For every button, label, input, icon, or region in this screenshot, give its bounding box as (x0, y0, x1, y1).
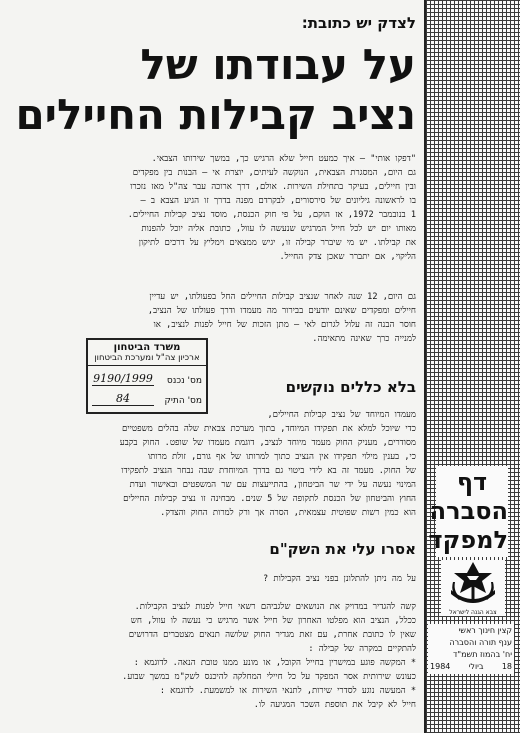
archive-stamp (86, 338, 208, 414)
paragraph-status (24, 408, 416, 520)
text-line: כי, בענין מילוי תפקידו אין הנציב כתוך למרותו של אף גורם, זולת מרותו (147, 452, 416, 462)
sidebar-info-line: ענף תורה והסברה (449, 638, 512, 647)
text-line: הוא כמין רשות שפוטית עצמאית, הסרה אך ורק למרות החוק והצדק. (160, 508, 416, 518)
sidebar-title-line-2: הסברה (429, 497, 508, 525)
paragraph-intro (24, 152, 416, 264)
sidebar-date (430, 661, 512, 673)
paragraph-question (24, 572, 416, 586)
text-line: מסודרים, מעניק החוק מעמד מיוחד לנציב, דוגמת מעמדו של שופט. החוק בקבע (119, 438, 416, 448)
text-line: המינוי נעשה על ידי שר הביטחון, בהתייעצות עם שר המשפטים ובאישור ועדת (129, 480, 416, 490)
stamp-title: משרד הביטחון (113, 342, 181, 353)
stamp-tik-number: 84 (92, 392, 154, 406)
headline-line-2: נציב קבילות החיילים (15, 90, 416, 139)
text-line: מאותו יום יש לכל חייל המרגיש שנעשה לו עוול, כתובת אליה יוכל להפנות (141, 224, 416, 234)
subheading-no-rigid-rules: בלא כללים נוקשים (285, 378, 416, 396)
date-year: 1984 (430, 662, 451, 671)
stamp-tik-row (88, 392, 206, 406)
text-line: * המקשה פוגע במישרין בחייל הקובל, או מונע ממנו טובת הנאה. לדוגמא : (133, 658, 416, 668)
text-line: שאין לו כתובת אחרת, עם זאת מגדיר החוק שלושה תנאים מצטברים הדרושים (128, 630, 416, 640)
idf-emblem-icon (441, 560, 505, 616)
date-month: ביולי (468, 662, 484, 671)
sidebar-info-line: קצין חינוך ראשי (458, 626, 512, 635)
text-line: קשה להגדיר במדויק את הנושאים שלגביהם רשאי חייל לפנות לנציב הקבילות. (134, 602, 416, 612)
sidebar-pattern (424, 0, 520, 733)
sidebar-title (428, 466, 508, 557)
text-line: חיילים ומפקדים שאינם יודעים בבירור מה מעמדו ודרך פעולתו של הנציב, (147, 306, 416, 316)
stamp-file-number: 9190/1999 (93, 372, 153, 385)
text-line: הליקוי, אם יתברר שאכן צדק החייל. (279, 252, 416, 262)
stamp-subtitle: ארכיון צה"ל ומערכת הביטחון (88, 353, 206, 366)
sidebar-title-line-1: דף (456, 468, 488, 496)
text-line: בו לראשונה גיליונים של סירסורים, לבקרדם מפנה בדרך זו הגיע הצבא ב – (140, 196, 416, 206)
text-line: חייל לא קיבל את תוספת השכר המגיעה לו. (253, 700, 416, 710)
sidebar-info (428, 624, 514, 674)
text-line: ככלל, הנציב הוא מפלטו האחרון של חייל אשר מרגיש כי נעשה לו עוול, חש (130, 616, 416, 626)
sidebar-title-line-3: למפקד (428, 526, 508, 554)
stamp-file-row (88, 372, 206, 386)
text-line: * המעשה נוגע לסדרי שירות, לתנאי השירות או למשמעת. לדוגמא : (159, 686, 416, 696)
text-line: כדי שיוכל למלא את תפקידו המיוחד, בתוך מערכת צבאית שלה בהלים משפטיים (122, 424, 416, 434)
text-line: להתקיים במקרה של קבילה : (308, 644, 416, 654)
sidebar-info-line: יח' בהמוז תשמ"ד (453, 650, 512, 659)
text-line: למנייה כרך שאינה מתאימה. (312, 334, 416, 344)
text-line: של החוק. מעמד זה בא לידי ביטוי גם בדרך המיוחדת שבה נבחר הנציב לתפקידו (121, 466, 416, 476)
subheading-canteen: אסרו עלי את השק"ם (269, 540, 416, 558)
text-line: על מה ניתן להתלונן בפני נציב הקבילות ? (263, 574, 416, 584)
paragraph-today (24, 290, 416, 346)
headline (16, 40, 416, 140)
text-line: 1 בנובמבר 1972, אז הוקם, על פי חוק הכנסת, מוסד נציב קבילות החיילים. (127, 210, 416, 220)
text-line: מעמדו המיוחד של נציב קבילות החיילים, (267, 410, 416, 420)
emblem-caption: צבא הגנה לישראל (449, 609, 497, 616)
paragraph-conditions (24, 600, 416, 712)
text-line: החוץ והביטחון של הכנסת לתקופה של 5 שנים. מבחינה זו נציב קבילות החיילים (123, 494, 416, 504)
text-line: את קבילתו. יש מי שיברר קבילה זו, יגיש ממצאים וימליץ על דרכים לתיקון (138, 238, 416, 248)
stamp-tik-label: מס' התיק (164, 396, 202, 406)
text-line: "דפקו אותי" – איך כמעט חייל שלא הרגיש כך, במשך שירותו הצבאי. (151, 154, 416, 164)
kicker: לצדק יש כתובת: (301, 14, 416, 32)
text-line: ובין חיילים, בעיקר בתחילת השירות. אולם, דרך ארוכה עבר צה"ל מאז נזכרו (130, 182, 416, 192)
date-day: 18 (501, 662, 512, 671)
headline-line-1: על עבודתו של (140, 40, 416, 89)
stamp-file-label: מס' נכנס (166, 376, 202, 386)
text-line: חוסר הבנה זה עלול לגרום לאי – מתן הזכות של חייל לפנות לנציב, או (153, 320, 416, 330)
text-line: גם היום, 12 שנה לאחר שנציב קבילות החיילים החל בפעולתו, יש עדיין (149, 292, 416, 302)
text-line: גם היום, המסגרת הצבאית, הנוקשה לעיתים, יוצרת אי – הבנות בין מפקדים (132, 168, 416, 178)
text-line: כעונש שירותית אסר המפקד על כל חיילי המחלקה להיכנס לשק"מ במשך שבוע. (122, 672, 416, 682)
